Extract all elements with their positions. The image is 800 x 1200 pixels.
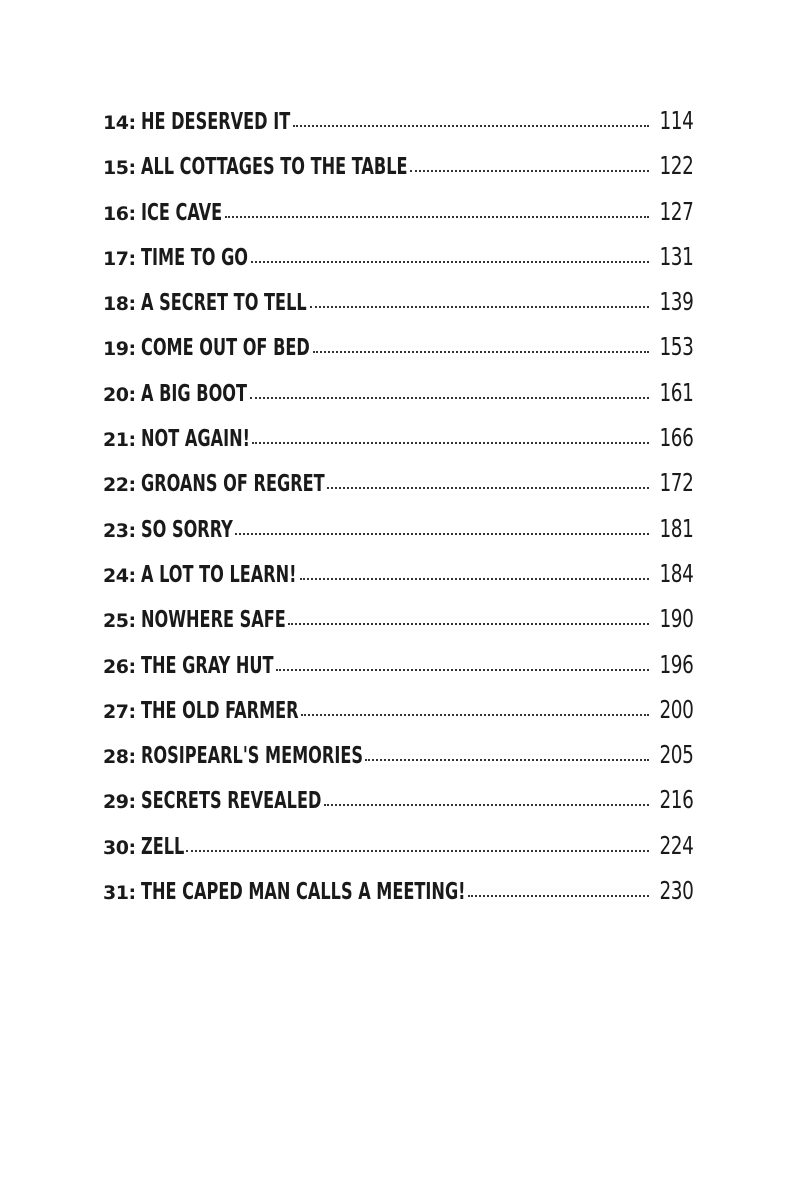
dot-leader — [186, 848, 648, 852]
dot-leader — [250, 395, 649, 399]
chapter-title: SO SORRY — [140, 516, 233, 543]
toc-entry — [103, 460, 693, 505]
chapter-number: 20: — [103, 383, 136, 406]
chapter-title: A SECRET TO TELL — [140, 290, 307, 317]
page-number: 114 — [659, 106, 693, 135]
dot-leader — [288, 621, 649, 625]
page-number: 200 — [659, 694, 693, 724]
chapter-title: GROANS OF REGRET — [140, 471, 325, 498]
page-number: 205 — [659, 740, 693, 770]
table-of-contents — [103, 98, 693, 913]
page-number: 166 — [659, 423, 693, 453]
toc-entry — [103, 279, 693, 324]
chapter-title: ZELL — [140, 833, 184, 860]
toc-entry — [103, 732, 693, 777]
toc-entry — [103, 143, 693, 188]
chapter-number: 30: — [103, 836, 136, 859]
toc-entry — [103, 596, 693, 641]
toc-entry — [103, 506, 693, 551]
chapter-number: 27: — [103, 700, 136, 723]
toc-entry — [103, 642, 693, 687]
chapter-title: TIME TO GO — [140, 244, 248, 271]
chapter-number: 26: — [103, 655, 136, 678]
page-number: 127 — [659, 196, 693, 226]
page-number: 190 — [659, 604, 693, 634]
chapter-number: 14: — [103, 112, 136, 134]
chapter-number: 25: — [103, 610, 136, 633]
toc-entry — [103, 98, 693, 143]
chapter-number: 17: — [103, 247, 136, 270]
chapter-title: A BIG BOOT — [140, 380, 247, 407]
page-number: 122 — [659, 151, 693, 181]
toc-entry — [103, 551, 693, 596]
page-number: 153 — [659, 332, 693, 362]
chapter-number: 24: — [103, 564, 136, 587]
dot-leader — [468, 893, 648, 897]
page-number: 161 — [659, 377, 693, 407]
chapter-number: 22: — [103, 474, 136, 497]
dot-leader — [251, 259, 649, 263]
dot-leader — [293, 123, 648, 127]
chapter-title: THE CAPED MAN CALLS A MEETING! — [140, 879, 466, 906]
chapter-title: THE OLD FARMER — [140, 697, 299, 724]
chapter-number: 31: — [103, 882, 136, 905]
toc-entry — [103, 370, 693, 415]
chapter-number: 18: — [103, 293, 136, 316]
chapter-number: 15: — [103, 157, 136, 180]
chapter-title: ICE CAVE — [140, 199, 222, 226]
toc-entry — [103, 687, 693, 732]
page-number: 230 — [659, 876, 693, 906]
dot-leader — [300, 576, 649, 580]
dot-leader — [365, 757, 648, 761]
toc-entry — [103, 868, 693, 913]
page-number: 131 — [659, 241, 693, 271]
toc-entry — [103, 823, 693, 868]
chapter-title: THE GRAY HUT — [140, 652, 274, 679]
toc-entry — [103, 777, 693, 822]
dot-leader — [252, 440, 648, 444]
dot-leader — [410, 168, 649, 172]
toc-entry — [103, 234, 693, 279]
chapter-number: 21: — [103, 429, 136, 452]
page-number: 196 — [659, 649, 693, 679]
chapter-title: COME OUT OF BED — [140, 335, 310, 362]
chapter-title: HE DESERVED IT — [140, 109, 290, 135]
dot-leader — [301, 712, 648, 716]
chapter-title: A LOT TO LEARN! — [140, 561, 297, 588]
dot-leader — [310, 304, 649, 308]
chapter-number: 28: — [103, 746, 136, 769]
dot-leader — [324, 802, 648, 806]
toc-entry — [103, 324, 693, 369]
dot-leader — [276, 667, 649, 671]
page-number: 216 — [659, 785, 693, 815]
dot-leader — [225, 214, 649, 218]
dot-leader — [313, 349, 649, 353]
chapter-title: NOWHERE SAFE — [140, 607, 286, 634]
chapter-title: ALL COTTAGES TO THE TABLE — [140, 154, 408, 181]
chapter-number: 19: — [103, 338, 136, 361]
toc-entry — [103, 189, 693, 234]
page-number: 224 — [659, 830, 693, 860]
chapter-title: ROSIPEARL'S MEMORIES — [140, 743, 363, 770]
dot-leader — [235, 531, 648, 535]
chapter-title: SECRETS REVEALED — [140, 788, 321, 815]
page-number: 172 — [659, 468, 693, 498]
chapter-title: NOT AGAIN! — [140, 426, 250, 453]
page-number: 181 — [659, 513, 693, 543]
page-number: 139 — [659, 287, 693, 317]
toc-entry — [103, 415, 693, 460]
dot-leader — [327, 485, 649, 489]
page-number: 184 — [659, 558, 693, 588]
chapter-number: 29: — [103, 791, 136, 814]
chapter-number: 23: — [103, 519, 136, 542]
chapter-number: 16: — [103, 202, 136, 225]
